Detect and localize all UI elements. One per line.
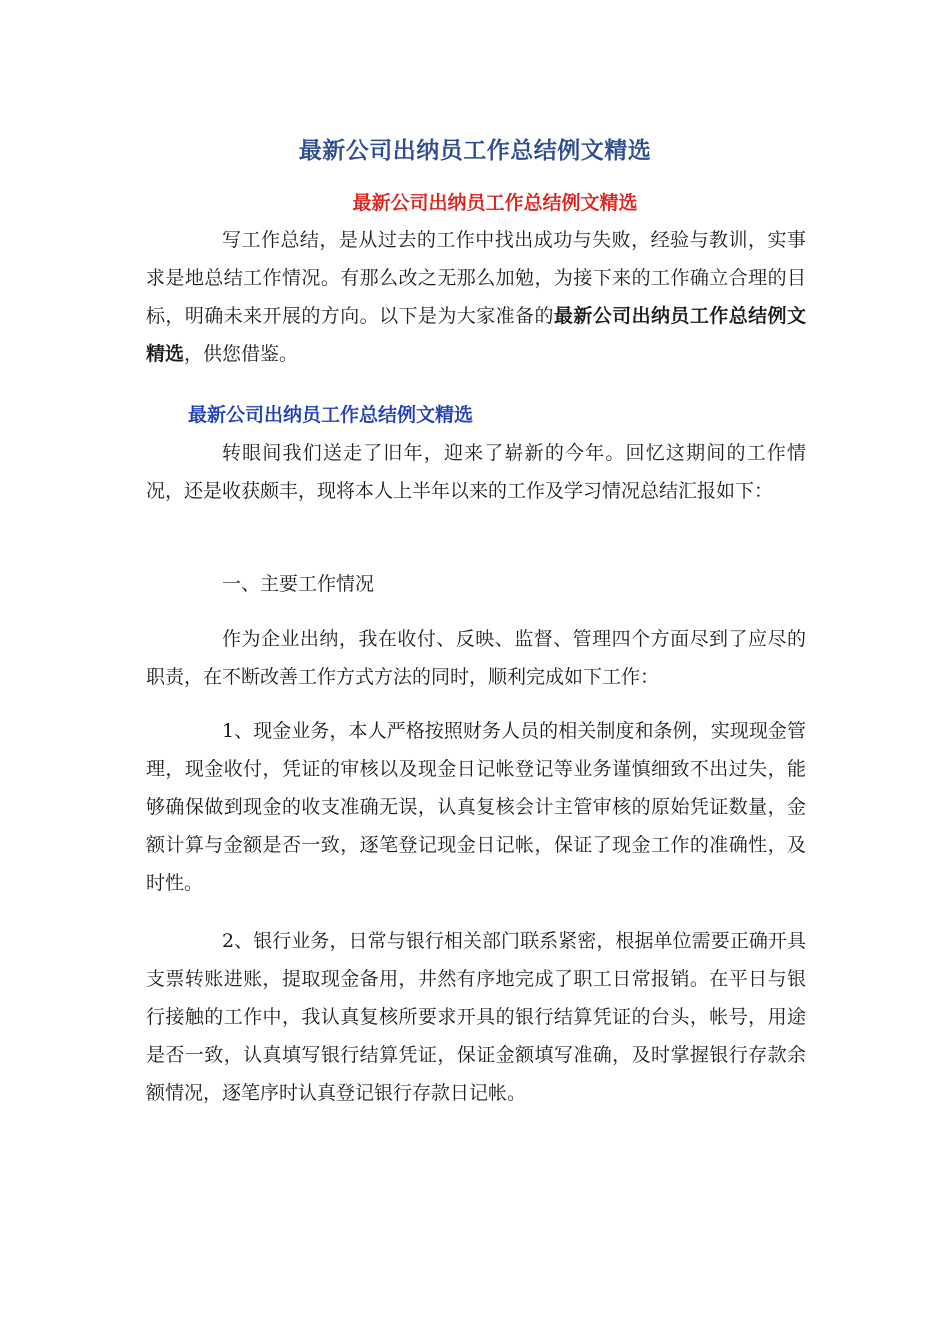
intro-text-end: ，供您借鉴。: [184, 343, 299, 365]
section-subheading: 一、主要工作情况: [222, 573, 375, 595]
body-paragraph: 1、现金业务，本人严格按照财务人员的相关制度和条例，实现现金管理，现金收付，凭证的审核以及现金日记帐登记等业务谨慎细致不出过失，能够确保做到现金的收支准确无误，认真复核会计主管审核的原始凭证数量，金额计算与金额是否一致，逐笔登记现金日记帐，保证了现金工作的准确性，及时性。: [146, 720, 806, 894]
body-paragraph: 作为企业出纳，我在收付、反映、监督、管理四个方面尽到了应尽的职责，在不断改善工作方式方法的同时，顺利完成如下工作：: [146, 628, 806, 688]
red-subtitle: 最新公司出纳员工作总结例文精选: [352, 192, 638, 214]
document-title: 最新公司出纳员工作总结例文精选: [298, 138, 652, 164]
intro-paragraph: [146, 221, 806, 373]
body-paragraph: 转眼间我们送走了旧年，迎来了崭新的今年。回忆这期间的工作情况，还是收获颇丰，现将本人上半年以来的工作及学习情况总结汇报如下：: [146, 442, 806, 502]
body-paragraph: 2、银行业务，日常与银行相关部门联系紧密，根据单位需要正确开具支票转账进账，提取现金备用，井然有序地完成了职工日常报销。在平日与银行接触的工作中，我认真复核所要求开具的银行结算凭证的台头，帐号，用途是否一致，认真填写银行结算凭证，保证金额填写准确，及时掌握银行存款余额情况，逐笔序时认真登记银行存款日记帐。: [146, 930, 806, 1104]
intro-bold-title: 最新公司出纳员工作总结例文精选: [146, 305, 806, 365]
intro-text: 写工作总结，是从过去的工作中找出成功与失败，经验与教训，实事求是地总结工作情况。有那么改之无那么加勉，为接下来的工作确立合理的目标，明确未来开展的方向。以下是为大家准备的: [146, 229, 806, 327]
section-heading: 最新公司出纳员工作总结例文精选: [188, 404, 474, 426]
